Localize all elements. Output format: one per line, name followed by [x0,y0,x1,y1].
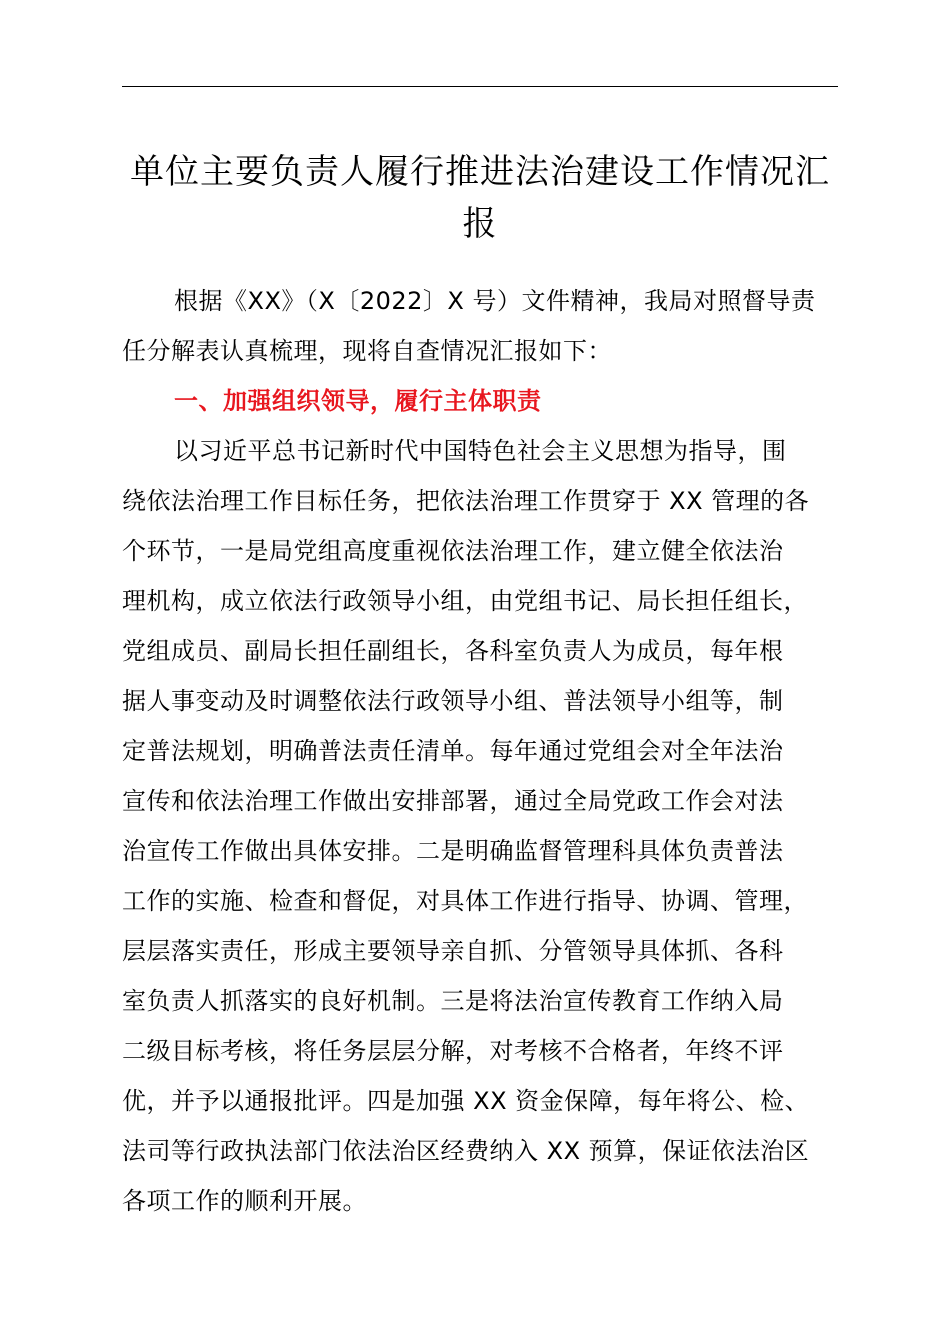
body-paragraph [122,426,838,1226]
section-heading: 一、加强组织领导，履行主体职责 [174,387,542,415]
paragraph-line: 宣传和依法治理工作做出安排部署，通过全局党政工作会对法 [122,787,784,815]
paragraph-line: 工作的实施、检查和督促，对具体工作进行指导、协调、管理， [122,887,808,915]
intro-paragraph [122,276,838,376]
paragraph-line: 二级目标考核，将任务层层分解，对考核不合格者，年终不评 [122,1037,784,1065]
paragraph-line: 根据《XX》（X〔2022〕X 号）文件精神，我局对照督导责 [174,287,816,315]
paragraph-line: 定普法规划，明确普法责任清单。每年通过党组会对全年法治 [122,737,784,765]
paragraph-line: 以习近平总书记新时代中国特色社会主义思想为指导，围 [174,437,787,465]
paragraph-line: 优，并予以通报批评。四是加强 XX 资金保障，每年将公、检、 [122,1087,810,1115]
title-line: 报 [462,204,498,244]
paragraph-line: 法司等行政执法部门依法治区经费纳入 XX 预算，保证依法治区 [122,1137,810,1165]
paragraph-line: 室负责人抓落实的良好机制。三是将法治宣传教育工作纳入局 [122,987,784,1015]
paragraph-line: 个环节，一是局党组高度重视依法治理工作，建立健全依法治 [122,537,784,565]
title-line: 单位主要负责人履行推进法治建设工作情况汇 [130,152,830,192]
paragraph-line: 党组成员、副局长担任副组长，各科室负责人为成员，每年根 [122,637,784,665]
paragraph-line: 治宣传工作做出具体安排。二是明确监督管理科具体负责普法 [122,837,784,865]
paragraph-line: 各项工作的顺利开展。 [122,1187,367,1215]
header-rule [122,86,838,87]
paragraph-line: 绕依法治理工作目标任务，把依法治理工作贯穿于 XX 管理的各 [122,487,810,515]
document-title [122,146,838,250]
paragraph-line: 层层落实责任，形成主要领导亲自抓、分管领导具体抓、各科 [122,937,784,965]
paragraph-line: 据人事变动及时调整依法行政领导小组、普法领导小组等，制 [122,687,784,715]
paragraph-line: 理机构，成立依法行政领导小组，由党组书记、局长担任组长， [122,587,808,615]
paragraph-line: 任分解表认真梳理，现将自查情况汇报如下： [122,337,612,365]
